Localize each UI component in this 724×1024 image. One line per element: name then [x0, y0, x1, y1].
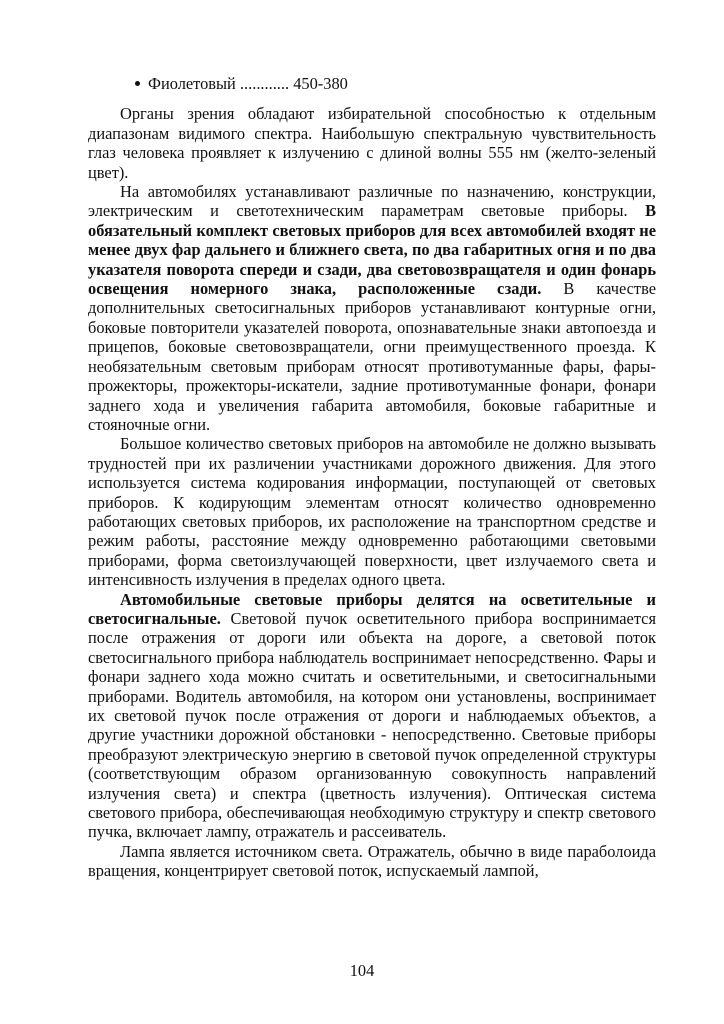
bullet-dot-icon [135, 81, 140, 86]
paragraph-text: Лампа является источником света. Отражатель, обычно в виде параболоида вращения, концентрирует световой поток, испускаемый лампой, [88, 841, 656, 881]
bullet-item-violet [88, 74, 656, 93]
paragraph-vision-sensitivity [88, 104, 656, 182]
paragraph-light-types [88, 590, 656, 842]
page-number: 104 [349, 961, 375, 980]
paragraph-lamp [88, 842, 656, 881]
paragraph-bold-text: В обязательный комплект световых приборов для всех автомобилей входят не менее двух фар дальнего и ближнего света, по два габаритных огня и по два указателя поворота спереди и сзади, два световозвращателя и один фонарь освещения номерного знака, расположенные сзади. [88, 201, 656, 299]
page-content [88, 74, 656, 881]
bullet-label: Фиолетовый [148, 74, 236, 93]
paragraph-text: Большое количество световых приборов на автомобиле не должно вызывать трудностей при их различении участниками дорожного движения. Для этого используется система кодирования информации, поступающей от световых приборов. К кодирующим элементам относят количество одновременно работающих световых приборов, их расположение на транспортном средстве и режим работы, расстояние между одновременно работающими световыми приборами, форма светоизлучающей поверхности, цвет излучаемого света и интенсивность излучения в пределах одного цвета. [88, 434, 656, 590]
paragraph-text: В качестве дополнительных светосигнальных приборов устанавливают контурные огни, боковые повторители указателей поворота, опознавательные знаки автопоезда и прицепов, боковые световозвращатели, огни преимущественного проезда. К необязательным световым приборам относят противотуманные фары, фары-прожекторы, прожекторы-искатели, задние противотуманные фонари, фонари заднего хода и увеличения габарита автомобиля, боковые габаритные и стояночные огни. [88, 279, 656, 434]
paragraph-coding-system [88, 434, 656, 589]
paragraph-text: Световой пучок осветительного прибора воспринимается после отражения от дороги или объекта на дороге, а световой поток светосигнального прибора наблюдатель воспринимает непосредственно. Фары и фонари заднего хода можно считать и осветительными, и светосигнальными приборами. Водитель автомобиля, на котором они установлены, воспринимает их световой пучок после отражения от дороги и наблюдаемых объектов, а другие участники дорожной обстановки - непосредственно. Световые приборы преобразуют электрическую энергию в световой пучок определенной структуры (соответствующим образом организованную совокупность направлений излучения света) и спектра (цветность излучения). Оптическая система светового прибора, обеспечивающая необходимую структуру и спектр светового пучка, включает лампу, отражатель и рассеиватель. [88, 608, 656, 842]
paragraph-text: Органы зрения обладают избирательной способностью к отдельным диапазонам видимого спектра. Наибольшую спектральную чувствительность глаз человека проявляет к излучению с длиной волны 555 нм (желто-зеленый цвет). [88, 104, 656, 182]
bullet-leader-dots: ............ [235, 74, 294, 93]
paragraph-mandatory-lights [88, 182, 656, 434]
bullet-range: 450-380 [293, 74, 348, 93]
paragraph-text: На автомобилях устанавливают различные по назначению, конструкции, электрическим и светотехническим параметрам световые приборы. [88, 182, 656, 221]
paragraph-bold-text: Автомобильные световые приборы делятся на осветительные и светосигнальные. [88, 589, 656, 628]
